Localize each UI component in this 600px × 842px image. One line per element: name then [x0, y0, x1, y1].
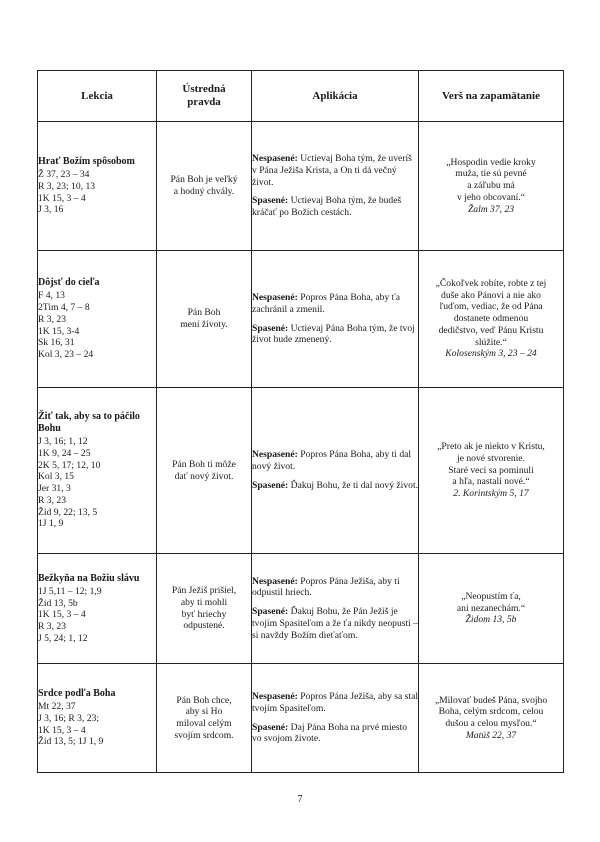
header-application: Aplikácia	[252, 71, 419, 122]
central-truth-line: miloval celým	[176, 718, 232, 729]
memory-verse-line: „Hospodin vedie kroky	[446, 156, 536, 168]
central-truth-line: aby ti mohli	[180, 596, 228, 608]
scripture-ref: Mt 22, 37	[38, 701, 76, 713]
scripture-ref: F 4, 13	[38, 290, 65, 302]
central-truth-line: svojím srdcom.	[174, 729, 234, 741]
application-saved	[252, 480, 418, 492]
lesson-cell	[38, 122, 157, 251]
memory-verse-source: Žalm 37, 23	[467, 203, 515, 215]
application-cell	[252, 554, 419, 664]
central-truth-line: Pán Boh je veľký	[170, 174, 238, 186]
lesson-cell	[38, 251, 157, 388]
scripture-ref: 1K 15, 3 – 4	[38, 724, 86, 736]
memory-verse-line: dušou a celou mysľou.“	[445, 718, 537, 729]
saved-text: Ďakuj Bohu, že ti dal nový život.	[288, 479, 419, 491]
header-truth-line: Ústredná	[182, 83, 226, 96]
memory-verse-source: Matúš 22, 37	[465, 729, 517, 741]
lesson-title: Žiť tak, aby sa to páčilo Bohu	[38, 411, 140, 435]
scripture-ref: 1K 9, 24 – 25	[38, 448, 91, 460]
saved-label: Spasené:	[252, 606, 289, 618]
saved-label: Spasené:	[252, 721, 289, 733]
lesson-row	[38, 554, 564, 664]
application-saved	[252, 606, 418, 641]
unsaved-label: Nespasené:	[252, 292, 298, 304]
application-cell	[252, 251, 419, 388]
central-truth-cell	[157, 122, 252, 251]
lesson-cell	[38, 388, 157, 554]
memory-verse-line: dedičstvo, veď Pánu Kristu	[438, 324, 544, 336]
saved-text: Ďakuj Bohu, že Pán Ježiš je tvojím Spasiteľom a že ťa nikdy neopustí – si navždy Božím dieťaťom.	[252, 606, 419, 641]
central-truth-line: dať nový život.	[174, 470, 234, 482]
application-saved	[252, 195, 418, 218]
scripture-ref: J 3, 16; 1, 12	[38, 436, 88, 448]
memory-verse-source: 2. Korintským 5, 17	[453, 488, 529, 500]
unsaved-text: Popros Pána Boha, aby ťa zachránil a zmenil.	[252, 292, 400, 315]
scripture-ref: Ž 37, 23 – 34	[38, 169, 90, 181]
central-truth-line: Pán Ježiš prišiel,	[171, 585, 237, 597]
memory-verse-line: ani nezanechám.“	[456, 602, 526, 614]
memory-verse-line: a hľa, nastali nové.“	[452, 476, 530, 488]
memory-verse-cell	[419, 388, 564, 554]
saved-label: Spasené:	[252, 195, 289, 207]
unsaved-text: Uctievaj Boha tým, že uveríš v Pána Ježiša Krista, a On ti dá večný život.	[252, 153, 412, 188]
saved-text: Uctievaj Pána Boha tým, že tvoj život bude zmenený.	[252, 322, 415, 346]
memory-verse-line: „Čokoľvek robíte, robte z tej	[435, 278, 547, 290]
header-truth-line: pravda	[187, 96, 221, 108]
application-cell	[252, 664, 419, 773]
scripture-ref: Žid 13, 5b	[38, 597, 78, 609]
unsaved-label: Nespasené:	[252, 575, 298, 587]
memory-verse-source: Kolosenským 3, 23 – 24	[445, 348, 537, 360]
scripture-ref: 1K 15, 3-4	[38, 325, 80, 337]
scripture-ref: 1K 15, 3 – 4	[38, 609, 86, 621]
scripture-ref: Kol 3, 23 – 24	[38, 349, 94, 360]
unsaved-label: Nespasené:	[252, 691, 298, 703]
memory-verse-line: duše ako Pánovi a nie ako	[441, 289, 541, 301]
memory-verse-cell	[419, 251, 564, 388]
lesson-row	[38, 122, 564, 251]
application-unsaved	[252, 691, 418, 714]
memory-verse-line: dostanete odmenou	[453, 313, 529, 325]
lesson-cell	[38, 664, 157, 773]
saved-label: Spasené:	[252, 479, 289, 491]
application-cell	[252, 122, 419, 251]
scripture-ref: J 3, 16; R 3, 23;	[38, 712, 100, 724]
application-saved	[252, 722, 418, 745]
scripture-ref: Žid 13, 5; 1J 1, 9	[38, 736, 104, 748]
unsaved-label: Nespasené:	[252, 449, 298, 461]
central-truth-line: a hodný chvály.	[173, 186, 235, 197]
lesson-cell	[38, 554, 157, 664]
scripture-ref: 2Tim 4, 7 – 8	[38, 302, 90, 314]
memory-verse-line: Staré veci sa pominuli	[448, 464, 534, 476]
lessons-table	[37, 70, 564, 773]
memory-verse-line: Boha, celým srdcom, celou	[438, 706, 544, 718]
central-truth-line: odpustené.	[183, 620, 225, 632]
scripture-ref: 1K 15, 3 – 4	[38, 192, 86, 204]
scripture-ref: R 3, 23	[38, 313, 66, 325]
application-unsaved	[252, 292, 418, 315]
memory-verse-cell	[419, 554, 564, 664]
central-truth-line: byť hriechy	[181, 608, 227, 620]
memory-verse-line: „Milovať budeš Pána, svojho	[434, 694, 548, 706]
unsaved-text: Popros Pána Ježiša, aby ti odpustil hriech.	[252, 575, 400, 599]
lesson-title: Srdce podľa Boha	[38, 688, 116, 699]
header-row	[38, 71, 564, 122]
header-lesson: Lekcia	[38, 71, 157, 122]
unsaved-text: Popros Pána Ježiša, aby sa stal tvojím Spasiteľom.	[252, 691, 419, 714]
unsaved-text: Popros Pána Boha, aby ti dal nový život.	[252, 449, 412, 473]
scripture-ref: R 3, 23; 10, 13	[38, 180, 96, 192]
lesson-title: Bežkyňa na Božiu slávu	[38, 572, 140, 584]
lesson-row	[38, 388, 564, 554]
memory-verse-line: a záľubu má	[467, 180, 515, 192]
central-truth-line: Pán Boh ti môže	[172, 458, 236, 470]
memory-verse-line: ľuďom, vediac, že od Pána	[439, 301, 543, 313]
page-number: 7	[297, 794, 303, 805]
central-truth-line: mení životy.	[180, 319, 228, 330]
scripture-ref: 1J 5,11 – 12; 1,9	[38, 585, 102, 597]
unsaved-label: Nespasené:	[252, 153, 298, 165]
saved-text: Uctievaj Boha tým, že budeš kráčať po Božích cestách.	[252, 195, 402, 219]
header-memory-verse: Verš na zapamätanie	[419, 71, 564, 122]
scripture-ref: Sk 16, 31	[38, 337, 75, 349]
memory-verse-line: slúžite.“	[475, 336, 507, 348]
scripture-ref: Jer 31, 3	[38, 483, 71, 495]
application-unsaved	[252, 449, 418, 472]
scripture-ref: R 3, 23	[38, 494, 66, 506]
central-truth-cell	[157, 388, 252, 554]
scripture-ref: Žid 9, 22; 13, 5	[38, 506, 98, 518]
memory-verse-line: muža, tie sú pevné	[455, 168, 527, 180]
central-truth-line: Pán Boh chce,	[176, 694, 232, 706]
memory-verse-line: „Preto ak je niekto v Kristu,	[437, 441, 545, 453]
memory-verse-source: Židom 13, 5b	[465, 614, 517, 626]
central-truth-cell	[157, 554, 252, 664]
central-truth-line: Pán Boh	[187, 307, 221, 319]
application-unsaved	[252, 153, 418, 188]
scripture-ref: J 5, 24; 1, 12	[38, 632, 88, 644]
memory-verse-line: „Neopustím ťa,	[461, 590, 521, 602]
header-central-truth	[157, 71, 252, 122]
scripture-ref: Kol 3, 15	[38, 471, 74, 483]
lesson-title: Hrať Božím spôsobom	[38, 156, 135, 167]
application-unsaved	[252, 576, 418, 599]
lesson-row	[38, 664, 564, 773]
application-saved	[252, 323, 418, 346]
saved-text: Daj Pána Boha na prvé miesto vo svojom živote.	[252, 721, 408, 745]
application-cell	[252, 388, 419, 554]
lesson-title: Dôjsť do cieľa	[38, 277, 100, 289]
central-truth-cell	[157, 251, 252, 388]
scripture-ref: J 3, 16	[38, 204, 64, 216]
scripture-ref: R 3, 23	[38, 620, 66, 632]
scripture-ref: 2K 5, 17; 12, 10	[38, 459, 101, 471]
memory-verse-line: v jeho obcovaní.“	[457, 191, 525, 203]
central-truth-cell	[157, 664, 252, 773]
lesson-row	[38, 251, 564, 388]
memory-verse-cell	[419, 122, 564, 251]
memory-verse-cell	[419, 664, 564, 773]
saved-label: Spasené:	[252, 322, 289, 334]
central-truth-line: aby si Ho	[185, 706, 223, 718]
memory-verse-line: je nové stvorenie.	[457, 452, 525, 464]
scripture-ref: 1J 1, 9	[38, 518, 64, 530]
